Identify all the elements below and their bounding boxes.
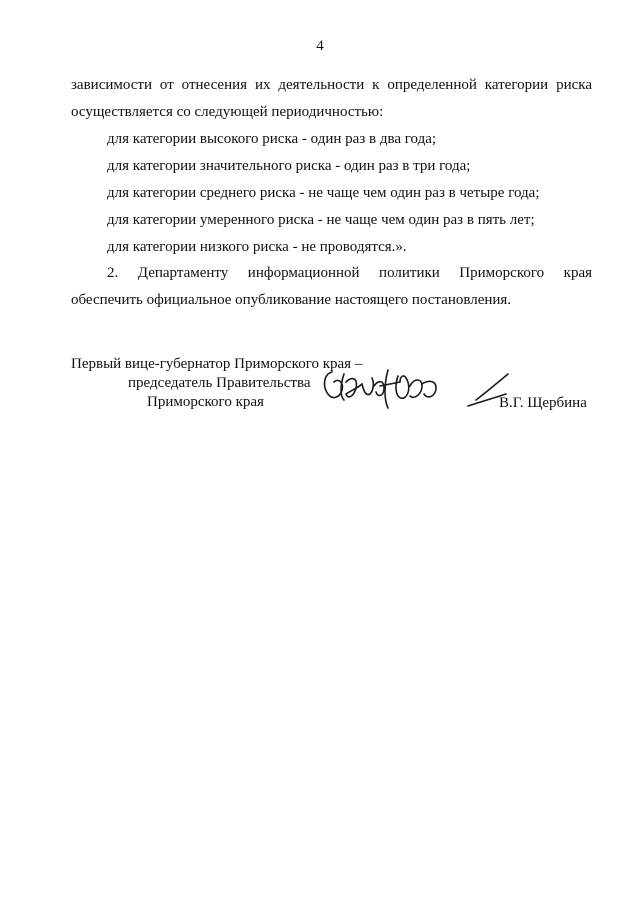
signatory-title-line-1: Первый вице-губернатор Приморского края –	[71, 356, 363, 372]
intro-paragraph	[71, 72, 592, 126]
risk-item-medium: для категории среднего риска - не чаще чем один раз в четыре года;	[107, 185, 540, 201]
signatory-title-line-2: председатель Правительства	[128, 375, 311, 391]
handwritten-signature	[318, 360, 518, 420]
intro-line-1: зависимости от отнесения их деятельности к определенной категории риска	[71, 77, 592, 93]
risk-item-low: для категории низкого риска - не проводятся.».	[107, 239, 407, 255]
signer-name: В.Г. Щербина	[499, 395, 587, 411]
risk-item-significant: для категории значительного риска - один раз в три года;	[107, 158, 471, 174]
intro-line-2: осуществляется со следующей периодичностью:	[71, 104, 384, 120]
risk-item-moderate: для категории умеренного риска - не чаще чем один раз в пять лет;	[107, 212, 535, 228]
paragraph-2-line-2: обеспечить официальное опубликование настоящего постановления.	[71, 292, 512, 308]
signatory-title-line-3: Приморского края	[147, 394, 264, 410]
page-number: 4	[316, 38, 324, 54]
paragraph-2	[71, 260, 592, 314]
risk-item-high: для категории высокого риска - один раз в два года;	[107, 131, 437, 147]
paragraph-2-line-1: 2. Департаменту информационной политики Приморского края	[107, 265, 592, 281]
risk-category-list	[71, 126, 592, 261]
